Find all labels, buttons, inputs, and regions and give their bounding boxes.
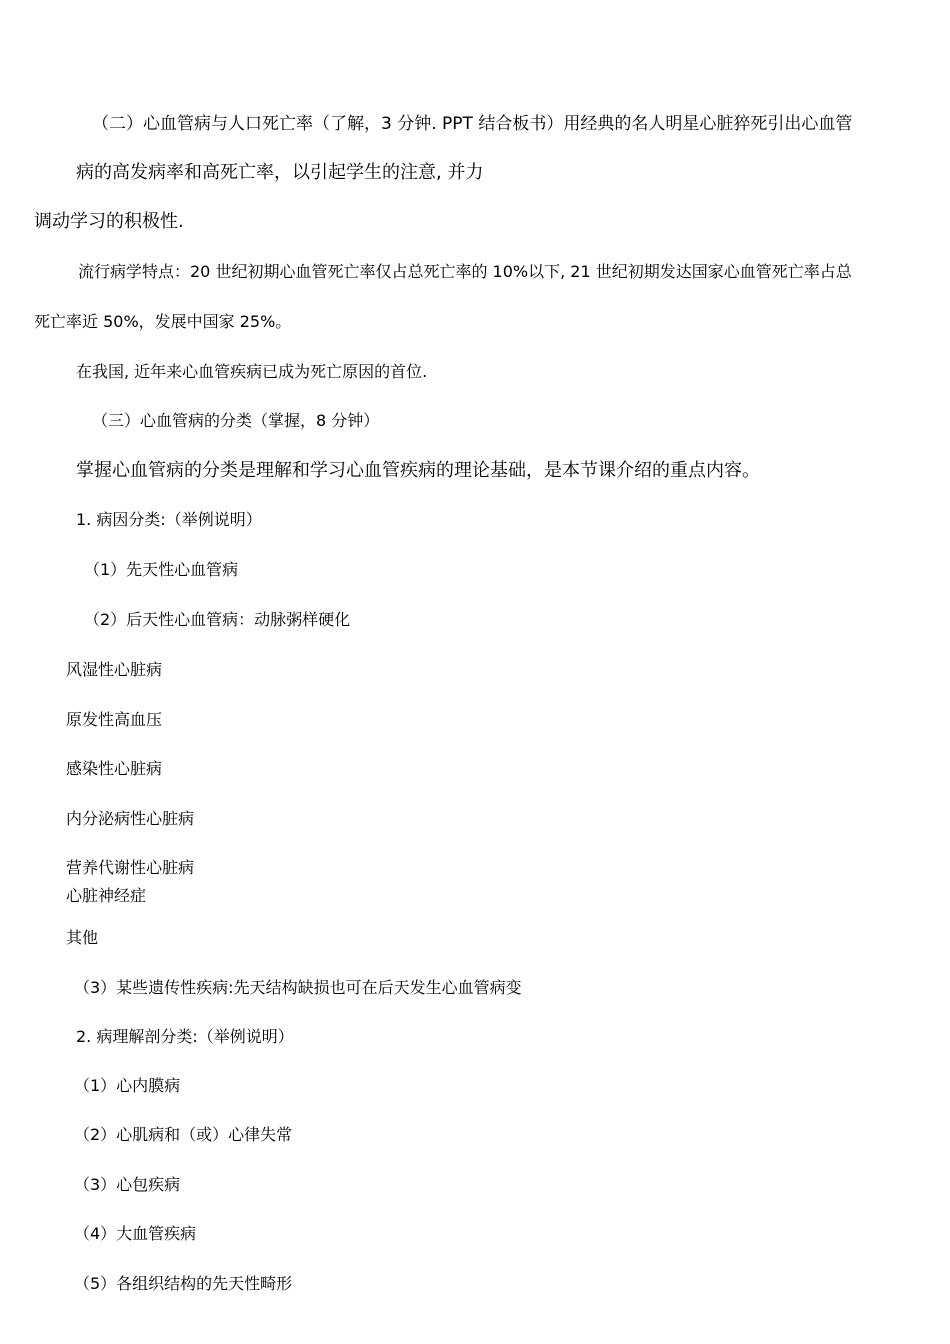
list-heading: 2. 病理解剖分类:（举例说明）: [76, 1027, 294, 1046]
list-item: （3）心包疾病: [74, 1175, 181, 1194]
paragraph-line: 流行病学特点：20 世纪初期心血管死亡率仅占总死亡率的 10%以下, 21 世纪初期发达国家心血管死亡率占总: [78, 262, 852, 281]
list-item: 原发性高血压: [66, 710, 163, 729]
list-item: （4）大血管疾病: [74, 1224, 197, 1243]
section-3-heading: （三）心血管病的分类（掌握，8 分钟）: [92, 411, 380, 430]
paragraph-line: 掌握心血管病的分类是理解和学习心血管疾病的理论基础，是本节课介绍的重点内容。: [76, 460, 760, 481]
list-item: （1）先天性心血管病: [84, 560, 239, 579]
paragraph-line: 死亡率近 50%，发展中国家 25%。: [34, 312, 292, 331]
list-item: （5）各组织结构的先天性畸形: [74, 1274, 293, 1293]
list-item: （2）心肌病和（或）心律失常: [74, 1125, 293, 1144]
list-item: 风湿性心脏病: [66, 660, 163, 679]
paragraph-line: 调动学习的积极性.: [34, 211, 184, 232]
list-item: 营养代谢性心脏病: [66, 858, 195, 877]
list-heading: 1. 病因分类:（举例说明）: [76, 510, 262, 529]
paragraph-line: 在我国, 近年来心血管疾病已成为死亡原因的首位.: [76, 362, 428, 381]
list-item: 其他: [66, 928, 99, 947]
section-2-heading: （二）心血管病与人口死亡率（了解，3 分钟. PPT 结合板书）用经典的名人明星心脏猝死引出心血管: [92, 114, 853, 134]
paragraph-line: 病的高发病率和高死亡率，以引起学生的注意, 并力: [76, 162, 484, 183]
list-item: （3）某些遗传性疾病:先天结构缺损也可在后天发生心血管病变: [74, 978, 522, 997]
list-item: （2）后天性心血管病：动脉粥样硬化: [84, 610, 351, 629]
list-item: 感染性心脏病: [66, 759, 163, 778]
list-item: 心脏神经症: [66, 886, 147, 905]
list-item: （1）心内膜病: [74, 1076, 181, 1095]
list-item: 内分泌病性心脏病: [66, 809, 195, 828]
